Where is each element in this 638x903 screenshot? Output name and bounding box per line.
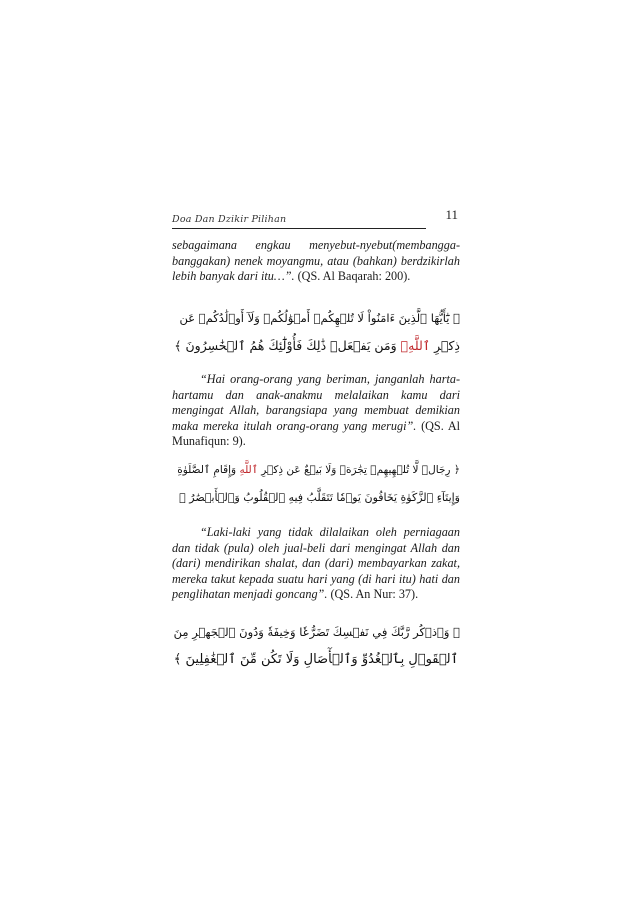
verse-reference: (QS. An Nur: 37). [330,587,419,602]
arabic-verse-2 [172,456,460,512]
header-title: Doa Dan Dzikir Pilihan [172,214,287,225]
arabic-line: ﴿ يَٰٓأَيُّهَا ٱلَّذِينَ ءَامَنُواْ لَا تُلۡهِكُمۡ أَمۡوَٰلُكُمۡ وَلَآ أَوۡلَٰدُكُمۡ عَن [179,311,460,325]
verse-reference: (QS. Al Baqarah: 200). [297,269,411,284]
running-header [172,205,458,229]
page-number: 11 [445,207,458,222]
arabic-line: ٱلۡقَوۡلِ بِٱلۡغُدُوِّ وَٱلۡأٓصَالِ وَلَا تَكُن مِّنَ ٱلۡغَٰفِلِينَ ﴾ [173,652,459,667]
arabic-line: ﴿ وَٱذۡكُر رَّبَّكَ فِي نَفۡسِكَ تَضَرُّعٗا وَخِيفَةٗ وَدُونَ ٱلۡجَهۡرِ مِنَ [173,625,460,639]
arabic-line: ذِكۡرِ ٱللَّهِۚ وَمَن يَفۡعَلۡ ذَٰلِكَ فَأُوْلَٰٓئِكَ هُمُ ٱلۡخَٰسِرُونَ ﴾ [174,338,460,353]
text-block-2 [172,372,460,450]
text-block-1 [172,238,460,285]
arabic-line: ﴿ رِجَالٞ لَّا تُلۡهِيهِمۡ تِجَٰرَةٞ وَلَا بَيۡعٌ عَن ذِكۡرِ ٱللَّهِ وَإِقَامِ ٱلصَّلَوٰةِ [177,464,460,476]
allah-word: ٱللَّهِۚ [400,338,431,353]
arabic-verse-1 [172,304,460,360]
arabic-line: وَإِيتَآءِ ٱلزَّكَوٰةِ يَخَافُونَ يَوۡمٗا تَتَقَلَّبُ فِيهِ ٱلۡقُلُوبُ وَٱلۡأَبۡصَٰرُ ﴾ [179,491,460,504]
allah-word: ٱللَّهِ [239,464,258,476]
paragraph [172,238,460,285]
arabic-text [172,618,460,674]
paragraph-text: “Hai orang-orang yang beriman, janganlah harta-hartamu dan anak-anakmu melalaikan kamu dari mengingat Allah, barangsiapa yang membuat demikian maka mereka itulah orang-orang yang merugi”. [172,372,460,433]
header-rule [172,228,426,229]
arabic-text [172,304,460,360]
arabic-text [172,456,460,512]
paragraph-text: sebagaimana engkau menyebut-nyebut(membangga-banggakan) nenek moyangmu, atau (bahkan) berdzikirlah lebih banyak dari itu…”. [172,238,460,284]
text-block-3 [172,525,460,603]
verse-reference: (QS. Al Munafiqun: 9). [172,418,461,449]
paragraph-text: “Laki-laki yang tidak dilalaikan oleh perniagaan dan tidak (pula) oleh jual-beli dari mengingat Allah dan (dari) mendirikan shalat, dan (dari) membayarkan zakat, mereka takut kepada suatu hari yang (di hari itu) hati dan penglihatan menjadi goncang”. [172,525,460,602]
arabic-verse-3 [172,618,460,674]
paragraph [172,372,460,450]
paragraph [172,525,460,603]
